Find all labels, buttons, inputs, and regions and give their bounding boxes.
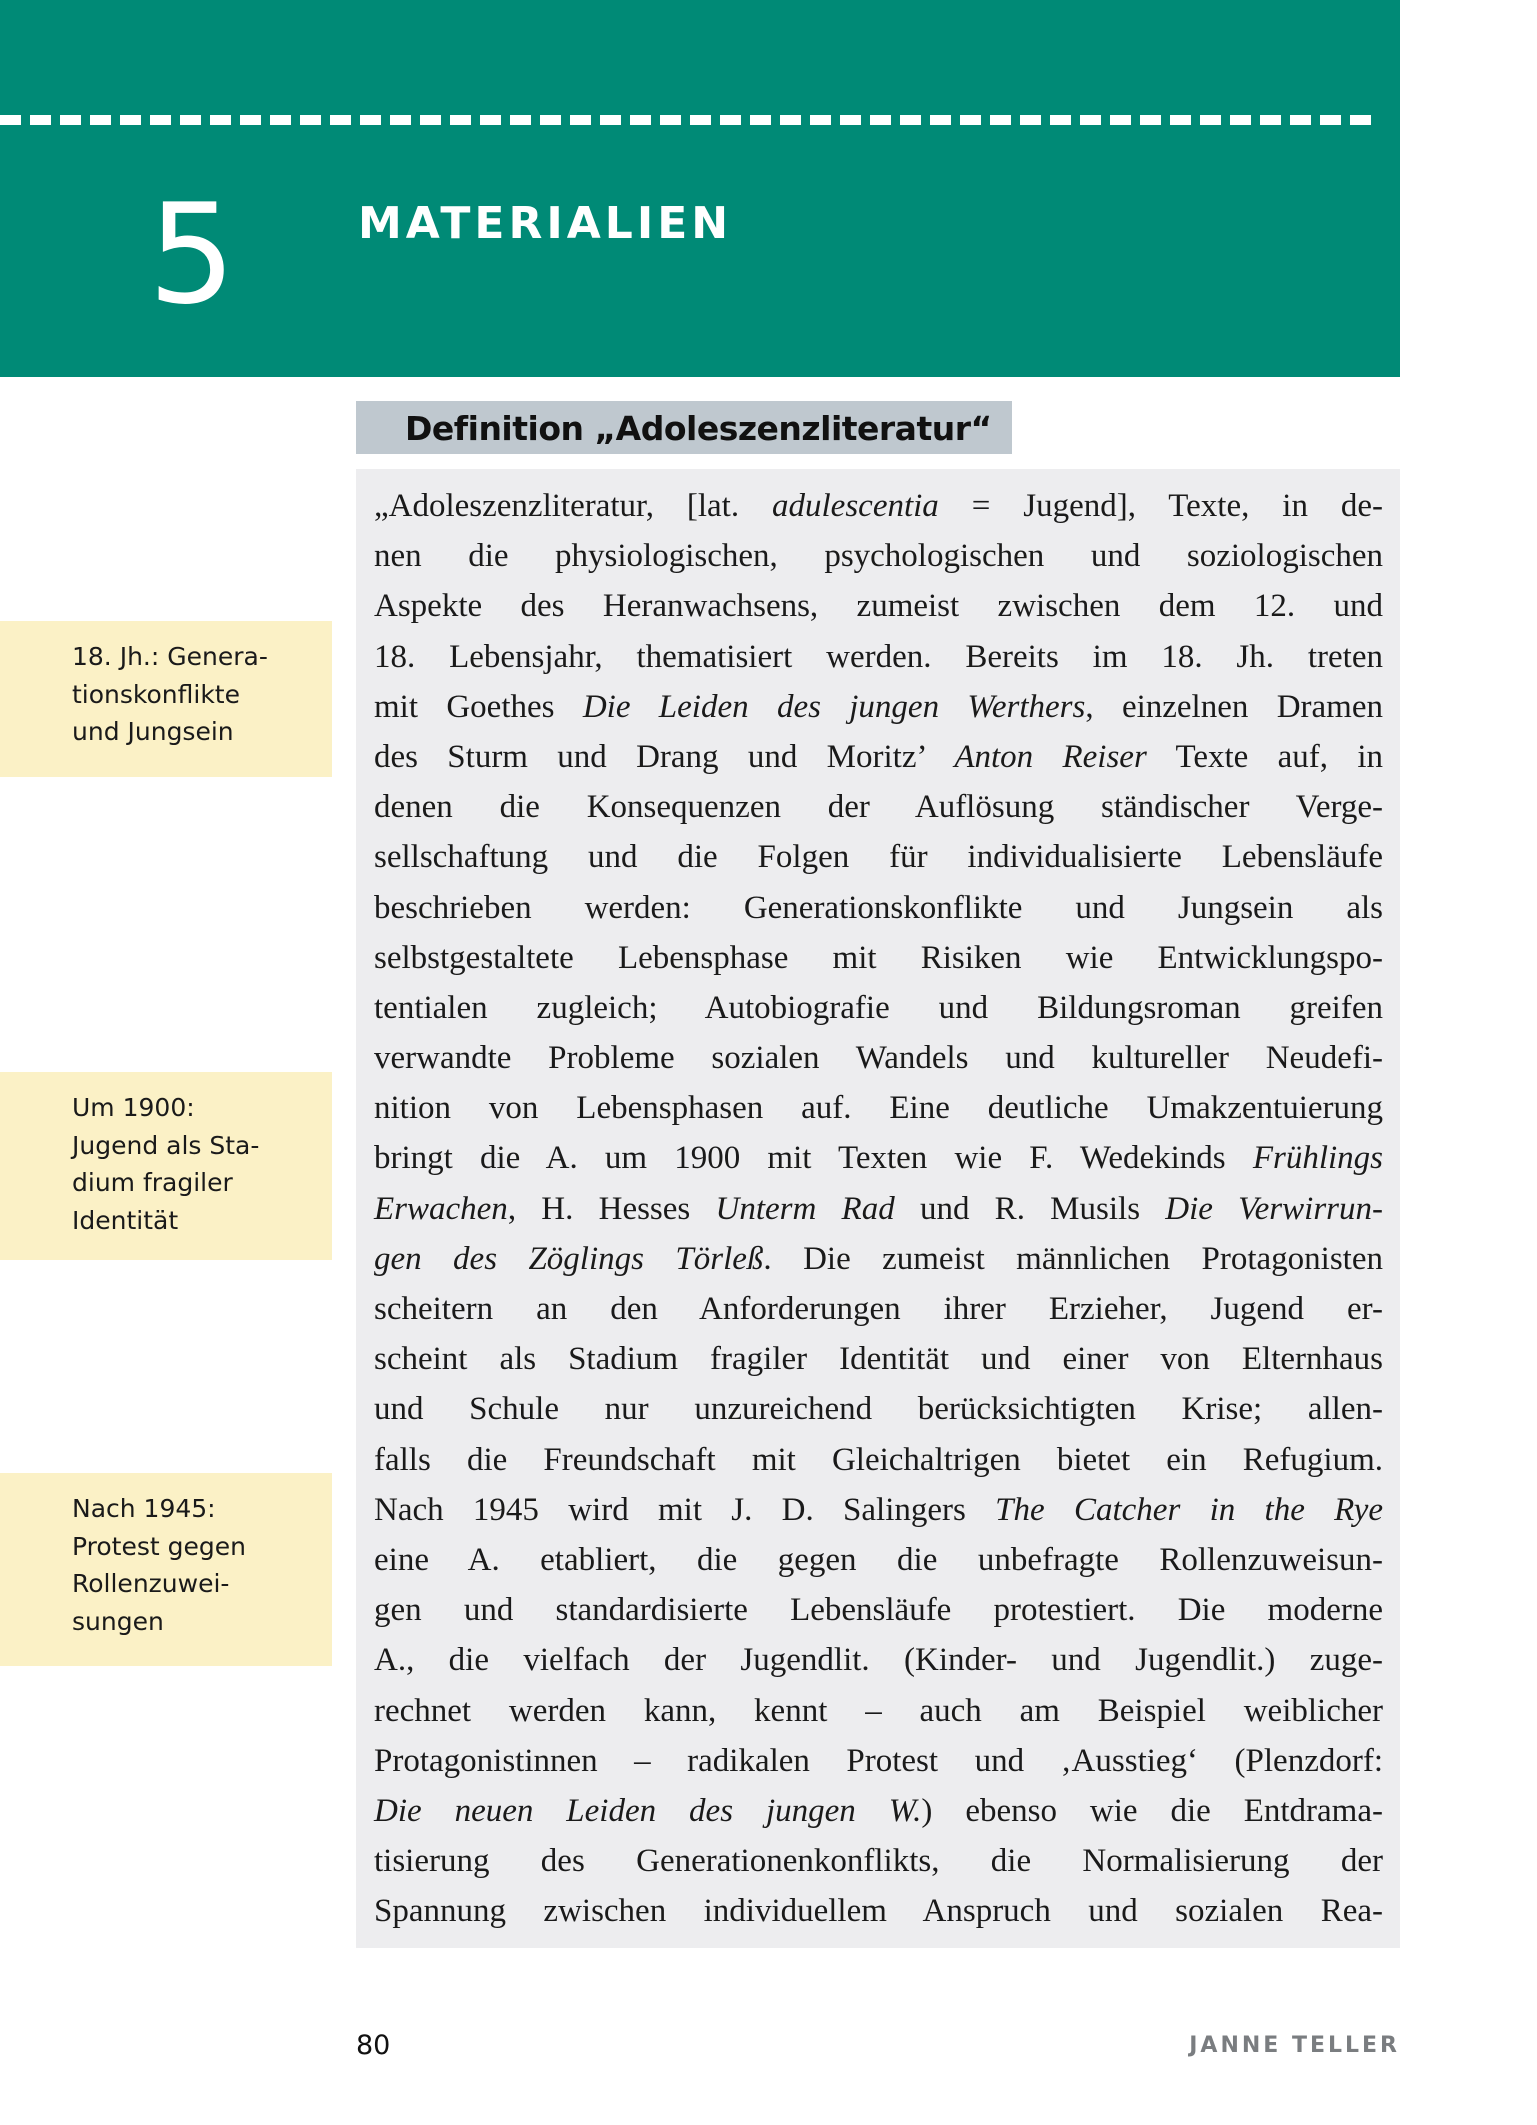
margin-note-line: Identität xyxy=(72,1205,179,1235)
text-segment: 18. Lebensjahr, thematisiert werden. Bereits im 18. Jh. treten xyxy=(374,638,1383,675)
margin-note-line: und Jungsein xyxy=(72,717,234,746)
text-line xyxy=(374,1384,1383,1434)
chapter-title: MATERIALIEN xyxy=(358,198,733,249)
margin-note-line: sungen xyxy=(72,1606,164,1636)
text-segment: falls die Freundschaft mit Gleichaltrigen bietet ein Refugium. xyxy=(374,1441,1383,1478)
running-footer-author: JANNE TELLER xyxy=(1189,2033,1400,2058)
text-line xyxy=(374,832,1383,882)
text-segment: Protagonistinnen – radikalen Protest und ‚Ausstieg‘ (Plenzdorf: xyxy=(374,1742,1383,1779)
text-line xyxy=(374,1334,1383,1384)
text-segment: eine A. etabliert, die gegen die unbefragte Rollenzuweisun- xyxy=(374,1541,1383,1578)
text-segment: Texte auf, in xyxy=(1146,738,1383,775)
italic-title-text: gen des Zöglings Törleß xyxy=(374,1240,764,1277)
text-segment: nen die physiologischen, psychologischen und soziologischen xyxy=(374,538,1383,575)
text-segment: gen und standardisierte Lebensläufe protestiert. Die moderne xyxy=(374,1592,1383,1629)
margin-note-text xyxy=(72,1490,246,1640)
text-segment: Nach 1945 wird mit J. D. Salingers xyxy=(374,1491,996,1528)
definition-text xyxy=(374,481,1383,1936)
text-line xyxy=(374,1736,1383,1786)
text-line xyxy=(374,531,1383,581)
text-line xyxy=(374,1083,1383,1133)
text-segment: denen die Konsequenzen der Auflösung ständischer Verge- xyxy=(374,789,1383,826)
definition-box xyxy=(356,469,1400,1948)
text-segment: = Jugend], Texte, in de- xyxy=(938,488,1383,524)
text-segment: selbstgestaltete Lebensphase mit Risiken wie Entwicklungspo- xyxy=(374,939,1383,976)
text-line xyxy=(374,1585,1383,1635)
italic-title-text: adulescentia xyxy=(772,488,939,524)
text-segment: und Schule nur unzureichend berücksichtigten Krise; allen- xyxy=(374,1391,1383,1428)
text-line xyxy=(374,1686,1383,1736)
text-line xyxy=(374,1133,1383,1183)
text-segment: des Sturm und Drang und Moritz’ xyxy=(374,738,955,775)
text-segment: ) ebenso wie die Entdrama- xyxy=(921,1792,1383,1829)
text-line xyxy=(374,1786,1383,1836)
text-line xyxy=(374,1886,1383,1936)
margin-note-line: tionskonflikte xyxy=(72,679,240,709)
margin-note-1900 xyxy=(0,1072,332,1260)
text-line xyxy=(374,732,1383,782)
text-line xyxy=(374,1284,1383,1334)
margin-note-18th-century xyxy=(0,621,332,777)
text-line xyxy=(374,632,1383,682)
chapter-header-band xyxy=(0,0,1400,377)
text-segment: . Die zumeist männlichen Protagonisten xyxy=(763,1240,1383,1277)
definition-heading xyxy=(356,401,1012,454)
margin-note-line: Protest gegen xyxy=(72,1531,246,1561)
text-line xyxy=(374,1435,1383,1485)
text-segment: „Adoleszenzliteratur, [lat. xyxy=(374,488,773,524)
text-line xyxy=(374,581,1383,631)
text-segment: A., die vielfach der Jugendlit. (Kinder- und Jugendlit.) zuge- xyxy=(374,1642,1383,1679)
margin-note-line: Jugend als Sta- xyxy=(72,1130,260,1160)
text-line xyxy=(374,1836,1383,1886)
italic-title-text: Die Verwirrun- xyxy=(1165,1190,1384,1227)
text-line xyxy=(374,933,1383,983)
margin-note-1945 xyxy=(0,1473,332,1666)
text-line xyxy=(374,1635,1383,1685)
text-line xyxy=(374,1033,1383,1083)
text-line xyxy=(374,1535,1383,1585)
text-segment: mit Goethes xyxy=(374,688,583,725)
italic-title-text: Erwachen xyxy=(374,1190,508,1227)
italic-title-text: Die neuen Leiden des jungen W. xyxy=(374,1792,922,1829)
text-segment: rechnet werden kann, kennt – auch am Beispiel weiblicher xyxy=(374,1692,1383,1729)
text-segment: Aspekte des Heranwachsens, zumeist zwischen dem 12. und xyxy=(374,588,1383,625)
margin-note-line: 18. Jh.: Genera- xyxy=(72,642,268,671)
text-segment: verwandte Probleme sozialen Wandels und kultureller Neudefi- xyxy=(374,1040,1383,1077)
definition-heading-text: Definition „Adoleszenzliteratur“ xyxy=(405,409,992,448)
margin-note-line: dium fragiler xyxy=(72,1168,233,1197)
text-line xyxy=(374,983,1383,1033)
text-segment: , einzelnen Dramen xyxy=(1085,688,1383,725)
margin-note-text xyxy=(72,638,268,751)
margin-note-text xyxy=(72,1089,259,1239)
text-segment: scheitern an den Anforderungen ihrer Erzieher, Jugend er- xyxy=(374,1291,1383,1327)
text-line xyxy=(374,682,1383,732)
text-line xyxy=(374,481,1383,531)
text-line xyxy=(374,782,1383,832)
text-segment: nition von Lebensphasen auf. Eine deutliche Umakzentuierung xyxy=(374,1090,1383,1127)
italic-title-text: Die Leiden des jungen Werthers xyxy=(582,688,1086,725)
text-segment: bringt die A. um 1900 mit Texten wie F. Wedekinds xyxy=(374,1140,1253,1177)
text-line xyxy=(374,883,1383,933)
italic-title-text: Anton Reiser xyxy=(954,738,1147,775)
text-segment: scheint als Stadium fragiler Identität und einer von Elternhaus xyxy=(374,1341,1383,1378)
italic-title-text: The Catcher in the Rye xyxy=(995,1491,1384,1528)
text-segment: beschrieben werden: Generationskonflikte und Jungsein als xyxy=(374,889,1383,926)
italic-title-text: Unterm Rad xyxy=(715,1190,895,1227)
italic-title-text: Frühlings xyxy=(1252,1140,1383,1177)
margin-note-line: Nach 1945: xyxy=(72,1494,216,1523)
chapter-number: 5 xyxy=(148,174,236,335)
text-line xyxy=(374,1485,1383,1535)
text-segment: und R. Musils xyxy=(894,1190,1166,1227)
text-line xyxy=(374,1184,1383,1234)
text-segment: Spannung zwischen individuellem Anspruch und sozialen Rea- xyxy=(374,1893,1383,1930)
text-line xyxy=(374,1234,1383,1284)
dashed-divider xyxy=(0,115,1372,125)
text-segment: tisierung des Generationenkonflikts, die Normalisierung der xyxy=(374,1843,1383,1880)
text-segment: tentialen zugleich; Autobiografie und Bildungsroman greifen xyxy=(374,989,1383,1026)
text-segment: sellschaftung und die Folgen für individualisierte Lebensläufe xyxy=(374,839,1383,876)
margin-note-line: Um 1900: xyxy=(72,1093,195,1122)
page-number: 80 xyxy=(356,2030,391,2061)
margin-note-line: Rollenzuwei- xyxy=(72,1569,230,1598)
text-segment: , H. Hesses xyxy=(507,1190,716,1227)
